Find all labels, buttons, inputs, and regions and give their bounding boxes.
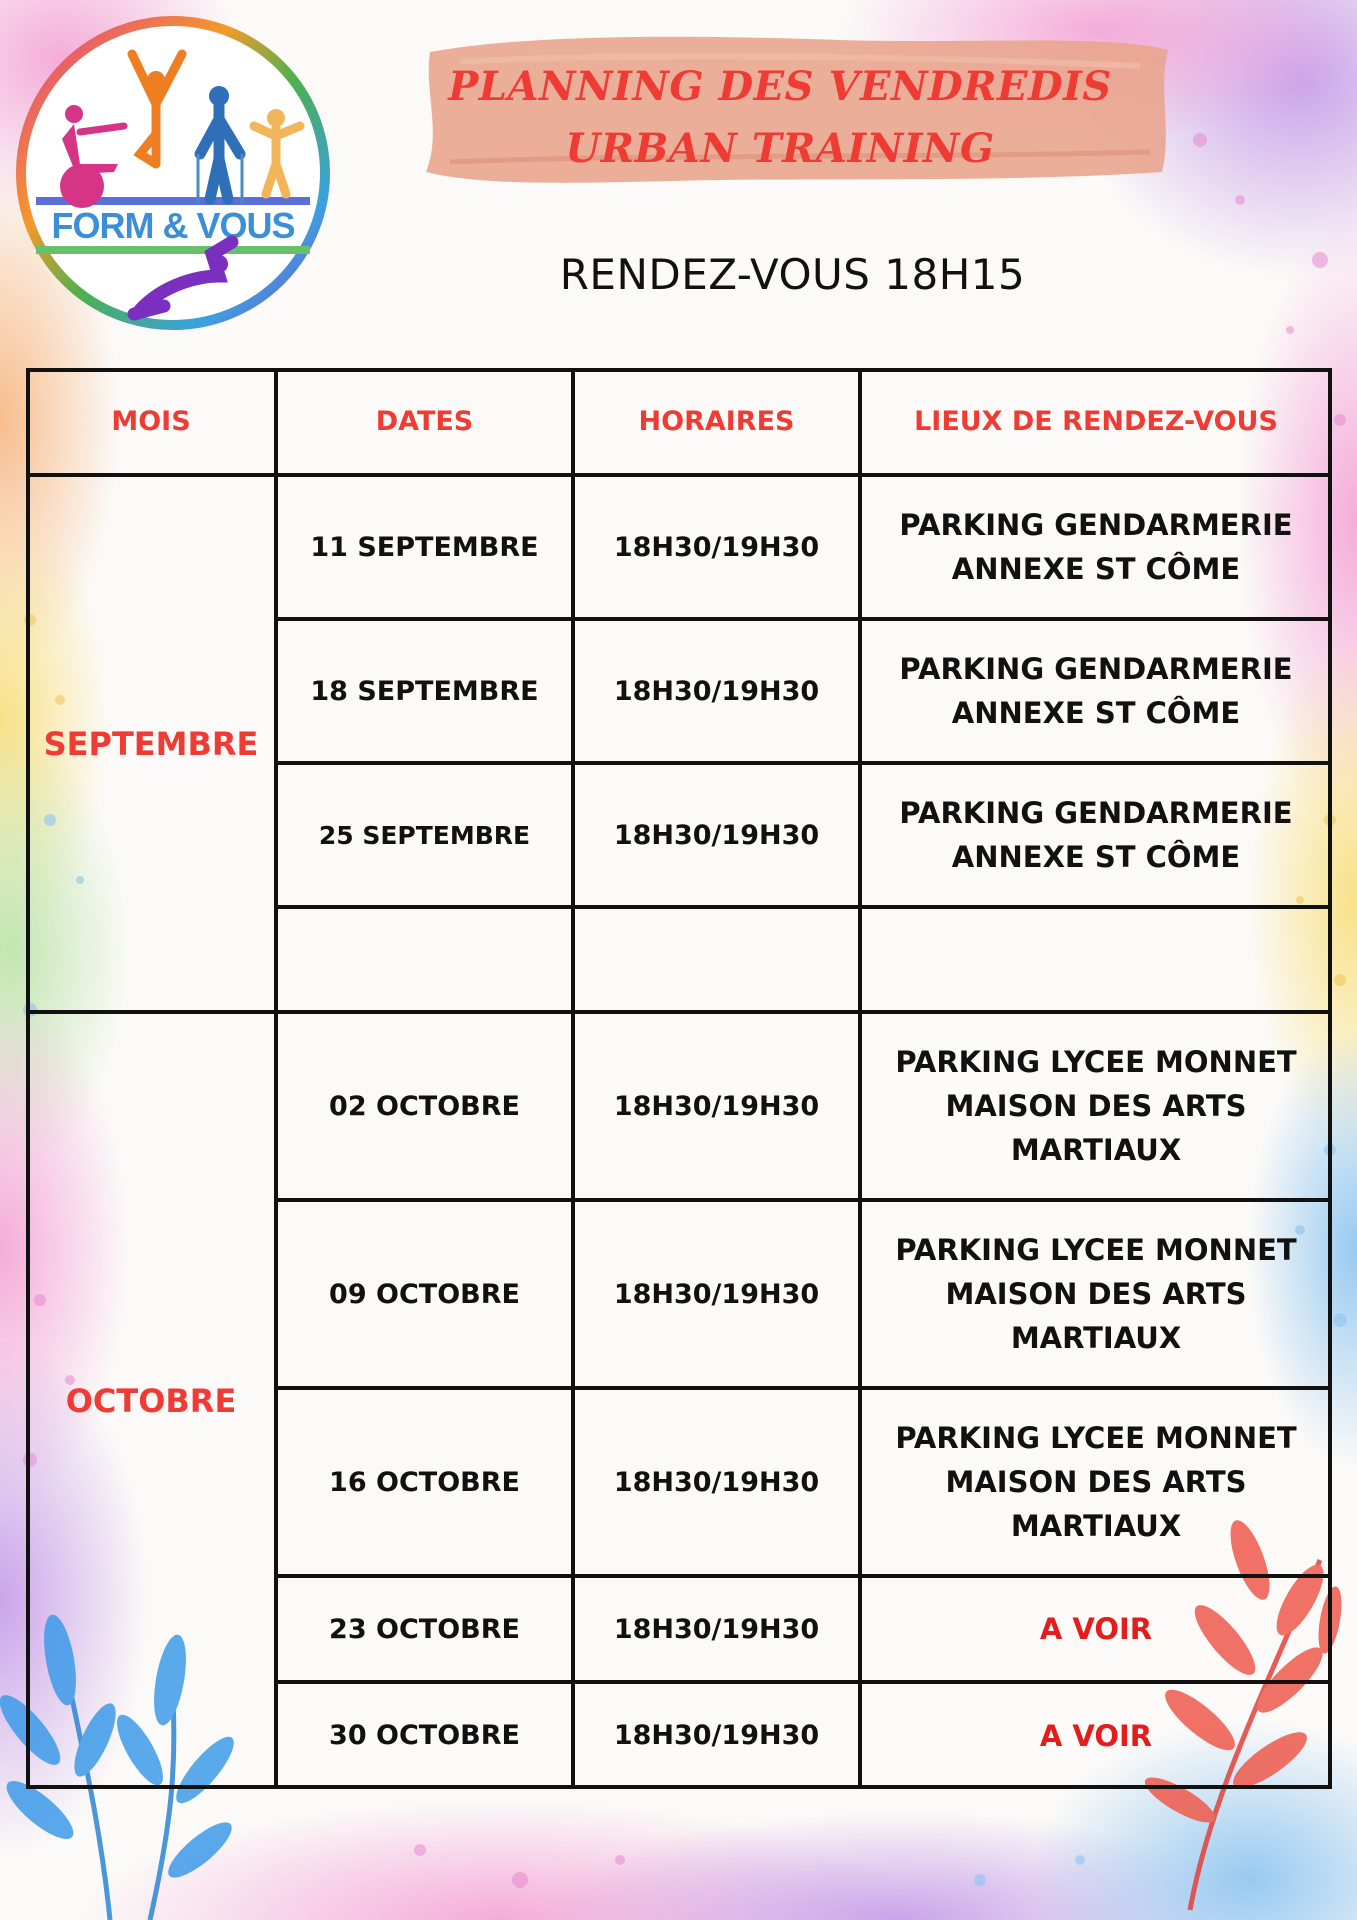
column-header-mois: MOIS (111, 406, 191, 437)
column-header-horaires: HORAIRES (638, 406, 795, 437)
place-line: MAISON DES ARTS (945, 1277, 1247, 1311)
table-border-bottom (26, 1785, 1332, 1789)
row-divider (274, 1386, 1332, 1390)
place-line: MAISON DES ARTS (945, 1465, 1247, 1499)
header-divider (26, 473, 1332, 477)
title-line-1: PLANNING DES VENDREDIS (448, 63, 1112, 110)
table-row-date: 02 OCTOBRE (329, 1090, 520, 1122)
table-row-place (860, 1200, 1332, 1388)
table-row-time: 18H30/19H30 (613, 1466, 820, 1498)
row-divider (274, 1574, 1332, 1578)
place-line: ANNEXE ST CÔME (951, 552, 1241, 586)
table-row-date: 23 OCTOBRE (329, 1613, 520, 1645)
place-line: PARKING LYCEE MONNET (895, 1421, 1297, 1455)
table-row-time: 18H30/19H30 (613, 819, 820, 851)
place-line: PARKING LYCEE MONNET (895, 1233, 1297, 1267)
table-row-time: 18H30/19H30 (613, 1090, 820, 1122)
place-line: MARTIAUX (1010, 1509, 1182, 1543)
place-line: ANNEXE ST CÔME (951, 840, 1241, 874)
column-header-dates: DATES (375, 406, 474, 437)
table-row-time: 18H30/19H30 (613, 675, 820, 707)
month-octobre: OCTOBRE (65, 1381, 237, 1420)
row-divider (274, 617, 1332, 621)
table-row-date: 30 OCTOBRE (329, 1720, 520, 1751)
table-border-left (26, 368, 30, 1789)
table-border-top (26, 368, 1332, 372)
table-row-date-empty (276, 907, 573, 1012)
page-title (420, 56, 1140, 180)
table-row-place-a-voir: A VOIR (1039, 1612, 1153, 1646)
place-line: ANNEXE ST CÔME (951, 696, 1241, 730)
row-divider (274, 905, 1332, 909)
place-line: PARKING GENDARMERIE (899, 796, 1293, 830)
month-divider (26, 1010, 1332, 1014)
place-line: PARKING GENDARMERIE (899, 652, 1293, 686)
table-row-date: 16 OCTOBRE (329, 1466, 520, 1498)
table-row-place (860, 1012, 1332, 1200)
place-line: MARTIAUX (1010, 1321, 1182, 1355)
table-row-date: 11 SEPTEMBRE (310, 531, 539, 563)
logo-text: FORM & VOUS (51, 205, 295, 246)
table-row-place-empty (860, 907, 1332, 1012)
table-row-place (860, 1388, 1332, 1576)
table-row-time: 18H30/19H30 (613, 1613, 820, 1645)
table-row-time-empty (573, 907, 860, 1012)
schedule-table (26, 368, 1332, 1789)
table-row-date: 09 OCTOBRE (329, 1278, 520, 1310)
place-line: PARKING LYCEE MONNET (895, 1045, 1297, 1079)
table-row-place (860, 763, 1332, 907)
table-row-date: 25 SEPTEMBRE (318, 820, 531, 850)
place-line: PARKING GENDARMERIE (899, 508, 1293, 542)
month-septembre: SEPTEMBRE (43, 724, 259, 763)
column-header-lieux: LIEUX DE RENDEZ-VOUS (914, 406, 1278, 437)
row-divider (274, 1198, 1332, 1202)
table-row-time: 18H30/19H30 (613, 1278, 820, 1310)
table-row-time: 18H30/19H30 (613, 1720, 820, 1751)
table-row-place (860, 475, 1332, 619)
place-line: MAISON DES ARTS (945, 1089, 1247, 1123)
title-line-2: URBAN TRAINING (565, 125, 995, 172)
row-divider (274, 761, 1332, 765)
table-row-place (860, 619, 1332, 763)
table-row-place-a-voir: A VOIR (1039, 1718, 1153, 1753)
rendezvous-time: RENDEZ-VOUS 18H15 (559, 250, 1026, 299)
form-et-vous-logo (14, 14, 332, 332)
table-row-time: 18H30/19H30 (613, 531, 820, 563)
row-divider (274, 1680, 1332, 1684)
place-line: MARTIAUX (1010, 1133, 1182, 1167)
table-row-date: 18 SEPTEMBRE (310, 675, 539, 707)
